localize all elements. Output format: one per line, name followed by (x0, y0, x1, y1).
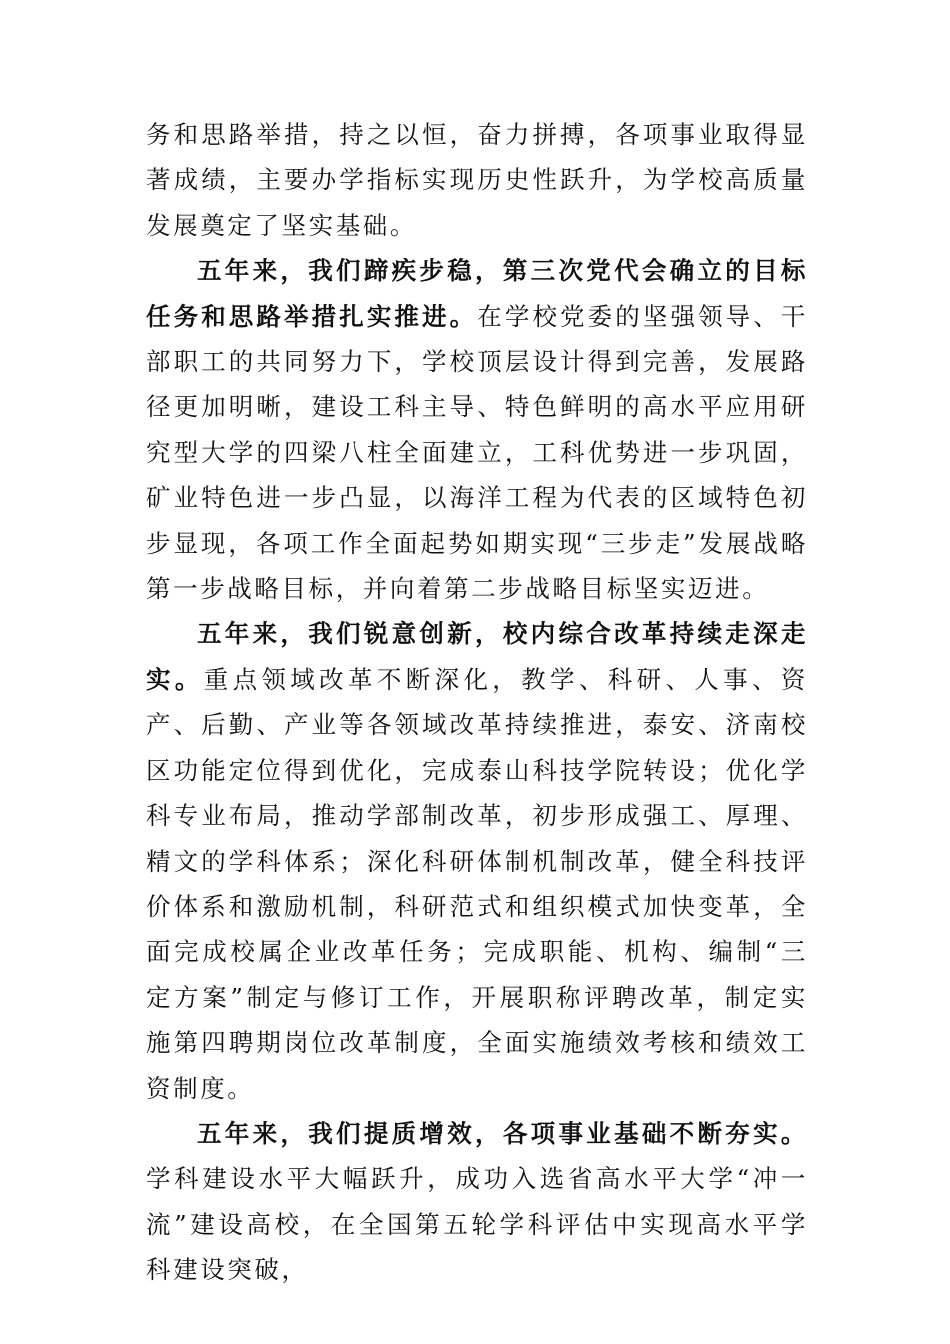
paragraph-body: 重点领域改革不断深化，教学、科研、人事、资产、后勤、产业等各领域改革持续推进，泰安、济南校区功能定位得到优化，完成泰山科技学院转设；优化学科专业布局，推动学部制改革，初步形成强工、厚理、精文的学科体系；深化科研体制机制改革，健全科技评价体系和激励机制，科研范式和组织模式加快变革，全面完成校属企业改革任务；完成职能、机构、编制“三定方案”制定与修订工作，开展职称评聘改革，制定实施第四聘期岗位改革制度，全面实施绩效考核和绩效工资制度。 (146, 664, 808, 1103)
document-page (146, 112, 808, 1293)
paragraph-continuation (146, 112, 808, 248)
paragraph-lead: 五年来，我们锐意创新，校内综合改革持续走深走实。 (146, 619, 808, 694)
paragraph-reform (146, 611, 808, 1110)
paragraph-body: 在学校党委的坚强领导、干部职工的共同努力下，学校顶层设计得到完善，发展路径更加明晰，建设工科主导、特色鲜明的高水平应用研究型大学的四梁八柱全面建立，工科优势进一步巩固，矿业特色进一步凸显，以海洋工程为代表的区域特色初步显现，各项工作全面起势如期实现“三步走”发展战略第一步战略目标，并向着第二步战略目标坚实迈进。 (146, 301, 808, 604)
paragraph-lead: 五年来，我们蹄疾步稳，第三次党代会确立的目标任务和思路举措扎实推进。 (146, 256, 808, 331)
paragraph-goals (146, 248, 808, 611)
paragraph-body: 务和思路举措，持之以恒，奋力拼搏，各项事业取得显著成绩，主要办学指标实现历史性跃升，为学校高质量发展奠定了坚实基础。 (146, 120, 808, 240)
paragraph-lead: 五年来，我们提质增效，各项事业基础不断夯实。 (197, 1118, 808, 1148)
paragraph-quality (146, 1111, 808, 1293)
paragraph-body: 学科建设水平大幅跃升，成功入选省高水平大学“冲一流”建设高校，在全国第五轮学科评估中实现高水平学科建设突破， (146, 1164, 808, 1285)
